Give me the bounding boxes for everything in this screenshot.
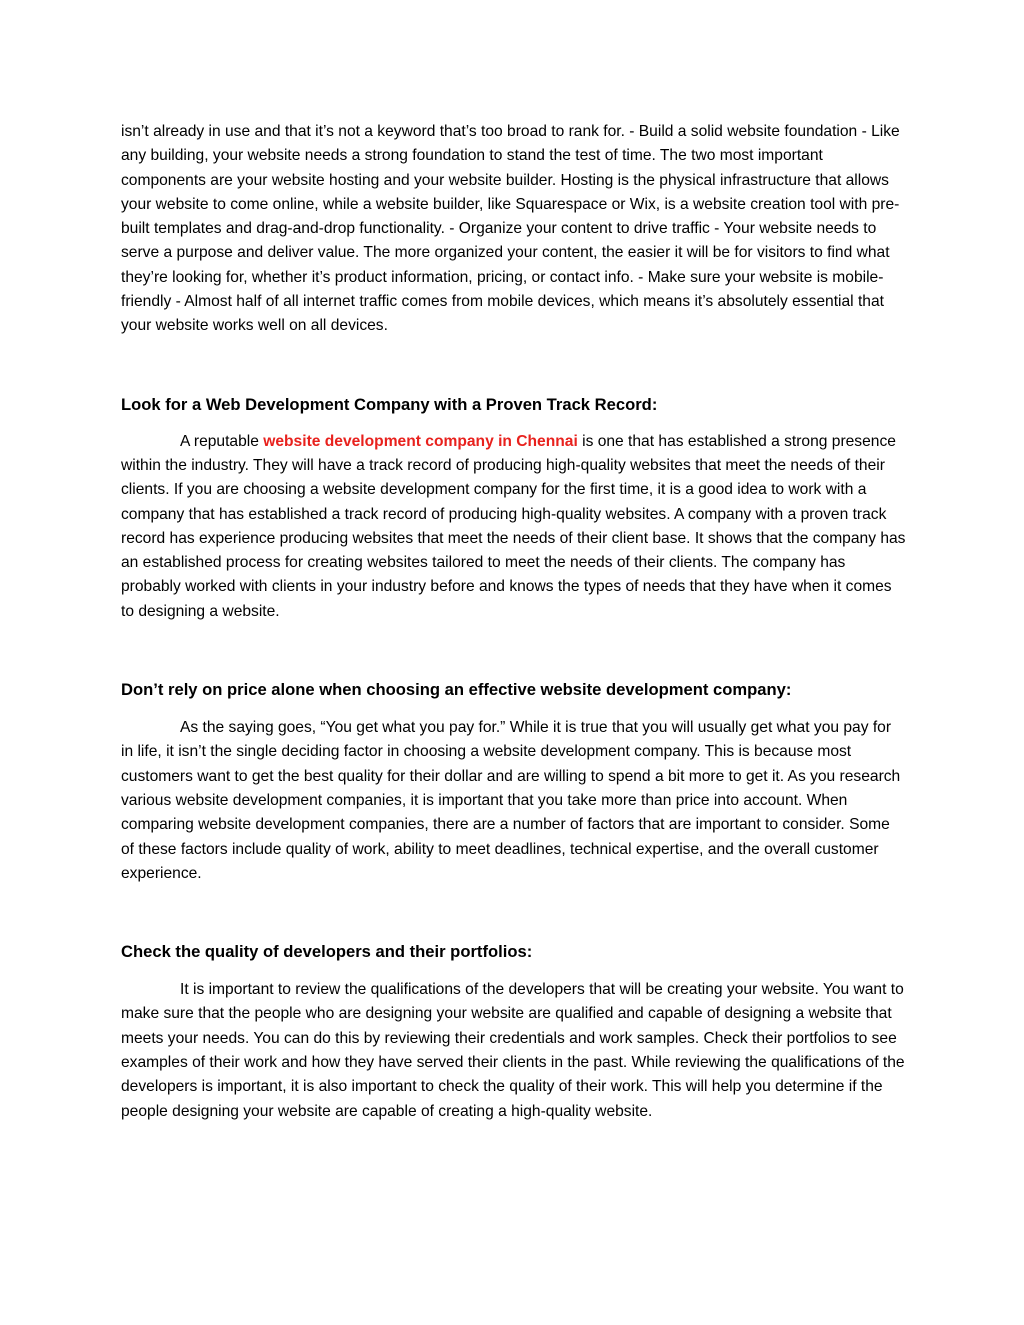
- body-text-after-link: is one that has established a strong presence within the industry. They will have a track record of producing high-quality websites that meet the needs of their clients. If you are choosing a website development company for the first time, it is a good idea to work with a company that has established a track record of producing high-quality websites. A company with a proven track record has experience producing websites that meet the needs of their client base. It shows that the company has an established process for creating websites tailored to meet the needs of their clients. The company has probably worked with clients in your industry before and knows the types of needs that they have when it comes to designing a website.: [121, 432, 906, 620]
- section-heading-price: Don’t rely on price alone when choosing an effective website development company:: [121, 680, 792, 700]
- section-heading-portfolios: Check the quality of developers and their portfolios:: [121, 942, 533, 962]
- document-page: [121, 120, 907, 1124]
- body-text-before-link: A reputable: [180, 432, 264, 450]
- intro-paragraph: isn’t already in use and that it’s not a keyword that’s too broad to rank for. - Build a solid website foundation - Like any building, your website needs a strong foundation to stand the test of time. The two most important components are your website hosting and your website builder. Hosting is the physical infrastructure that allows your website to come online, while a website builder, like Squarespace or Wix, is a website creation tool with pre-built templates and drag-and-drop functionality. - Organize your content to drive traffic - Your website needs to serve a purpose and deliver value. The more organized your content, the easier it will be for visitors to find what they’re looking for, whether it’s product information, pricing, or contact info. - Make sure your website is mobile-friendly - Almost half of all internet traffic comes from mobile devices, which means it’s absolutely essential that your website works well on all devices.: [121, 123, 900, 335]
- website-development-company-link[interactable]: website development company in Chennai: [263, 432, 578, 450]
- section-body-portfolios: It is important to review the qualifications of the developers that will be creating your website. You want to make sure that the people who are designing your website are qualified and capable of designing a website that meets your needs. You can do this by reviewing their credentials and work samples. Check their portfolios to see examples of their work and how they have served their clients in the past. While reviewing the qualifications of the developers is important, it is also important to check the quality of their work. This will help you determine if the people designing your website are capable of creating a high-quality website.: [121, 981, 905, 1120]
- section-body-track-record: [121, 430, 907, 624]
- section-heading-track-record: Look for a Web Development Company with a Proven Track Record:: [121, 394, 658, 414]
- section-body-price: As the saying goes, “You get what you pay for.” While it is true that you will usually get what you pay for in life, it isn’t the single deciding factor in choosing a website development company. This is because most customers want to get the best quality for their dollar and are willing to spend a bit more to get it. As you research various website development companies, it is important that you take more than price into account. When comparing website development companies, there are a number of factors that are important to consider. Some of these factors include quality of work, ability to meet deadlines, technical expertise, and the overall customer experience.: [121, 719, 901, 882]
